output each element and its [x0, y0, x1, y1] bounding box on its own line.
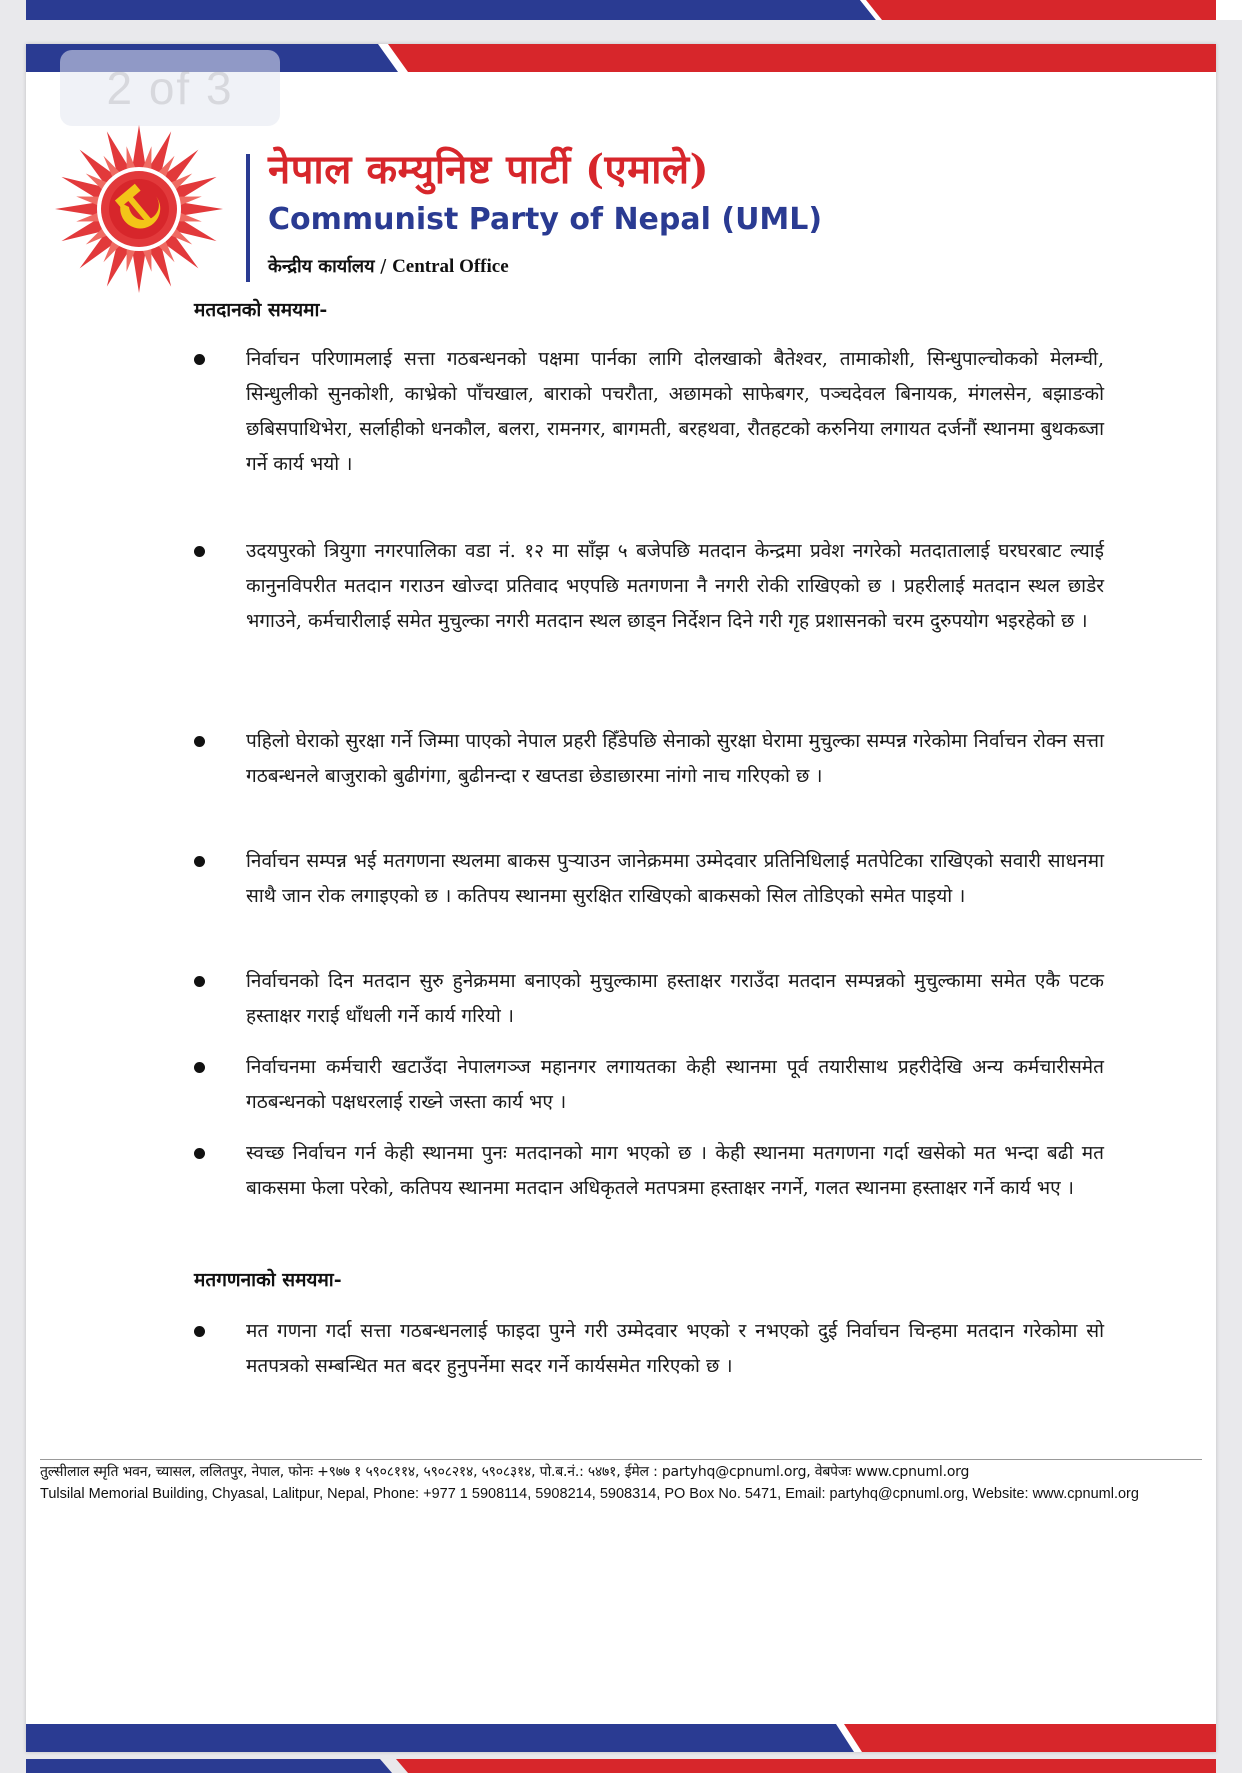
bullet-icon	[194, 736, 205, 747]
office-nepali: केन्द्रीय कार्यालय	[268, 256, 375, 277]
previous-page-stripe	[0, 0, 1242, 20]
party-name-nepali: नेपाल कम्युनिष्ट पार्टी (एमाले)	[268, 146, 709, 193]
list-item	[194, 1314, 1134, 1384]
list-item-text: पहिलो घेराको सुरक्षा गर्ने जिम्मा पाएको नेपाल प्रहरी हिँडेपछि सेनाको सुरक्षा घेरामा मुचुल्का सम्पन्न गरेकोमा निर्वाचन रोक्न सत्ता गठबन्धनले बाजुराको बुढीगंगा, बुढीनन्दा र खप्तडा छेडाछारमा नांगो नाच गरिएको छ ।	[246, 730, 1104, 787]
bullet-icon	[194, 976, 205, 987]
sun-hammer-sickle-emblem-icon	[54, 124, 224, 294]
party-name-english: Communist Party of Nepal (UML)	[268, 202, 823, 237]
document-page	[26, 44, 1216, 1752]
list-item-text: उदयपुरको त्रियुगा नगरपालिका वडा नं. १२ मा साँझ ५ बजेपछि मतदान केन्द्रमा प्रवेश नगरेको मतदातालाई घरघरबाट ल्याई कानुनविपरीत मतदान गराउन खोज्दा प्रतिवाद भएपछि मतगणना नै नगरी रोकी राखिएको छ । प्रहरीलाई मतदान स्थल छाडेर भगाउने, कर्मचारीलाई समेत मुचुल्का नगरी मतदान स्थल छाड्न निर्देशन दिने गरी गृह प्रशासनको चरम दुरुपयोग भइरहेको छ ।	[246, 540, 1104, 632]
bullet-icon	[194, 1326, 205, 1337]
list-item-text: स्वच्छ निर्वाचन गर्न केही स्थानमा पुनः मतदानको माग भएको छ । केही स्थानमा मतगणना गर्दा खसेको मत भन्दा बढी मत बाकसमा फेला परेको, कतिपय स्थानमा मतदान अधिकृतले मतपत्रमा हस्ताक्षर नगर्ने, गलत स्थानमा हस्ताक्षर गर्ने कार्य भए ।	[246, 1142, 1104, 1199]
list-item-text: निर्वाचन सम्पन्न भई मतगणना स्थलमा बाकस पुऱ्याउन जानेक्रममा उम्मेदवार प्रतिनिधिलाई मतपेटिका राखिएको सवारी साधनमा साथै जान रोक लगाइएको छ । कतिपय स्थानमा सुरक्षित राखिएको बाकसको सिल तोडिएको समेत पाइयो ।	[246, 850, 1104, 907]
header-divider	[246, 154, 250, 282]
list-item	[194, 844, 1134, 914]
office-separator: /	[374, 256, 393, 277]
footer-address-nepali: तुल्सीलाल स्मृति भवन, च्यासल, ललितपुर, नेपाल, फोनः +९७७ १ ५९०८११४, ५९०८२१४, ५९०८३१४, पो.ब.नं.: ५४७१, ईमेल : partyhq@cpnuml.org, वेबपेजः www.cpnuml.org	[40, 1464, 970, 1480]
bullet-icon	[194, 1148, 205, 1159]
list-item	[194, 724, 1134, 794]
section-heading-counting: मतगणनाको समयमा-	[194, 1269, 342, 1291]
bullet-icon	[194, 546, 205, 557]
office-label	[268, 254, 509, 278]
list-item-text: निर्वाचनको दिन मतदान सुरु हुनेक्रममा बनाएको मुचुल्कामा हस्ताक्षर गराउँदा मतदान सम्पन्नको मुचुल्कामा समेत एकै पटक हस्ताक्षर गराई धाँधली गर्ने कार्य गरियो ।	[246, 970, 1104, 1027]
list-item-text: निर्वाचनमा कर्मचारी खटाउँदा नेपालगञ्ज महानगर लगायतका केही स्थानमा पूर्व तयारीसाथ प्रहरीदेखि अन्य कर्मचारीसमेत गठबन्धनको पक्षधरलाई राख्ने जस्ता कार्य भए ।	[246, 1056, 1104, 1113]
list-item	[194, 964, 1134, 1034]
footer-stripe	[26, 1724, 1216, 1752]
list-item	[194, 1050, 1134, 1120]
list-item	[194, 342, 1134, 482]
footer-divider	[40, 1459, 1202, 1460]
list-item	[194, 1136, 1134, 1206]
office-english: Central Office	[392, 256, 509, 277]
footer-address-english: Tulsilal Memorial Building, Chyasal, Lalitpur, Nepal, Phone: +977 1 5908114, 5908214, 5908314, PO Box No. 5471, Email: partyhq@cpnuml.org, Website: www.cpnuml.org	[40, 1486, 1139, 1502]
list-item	[194, 534, 1134, 639]
bullet-icon	[194, 1062, 205, 1073]
list-item-text: निर्वाचन परिणामलाई सत्ता गठबन्धनको पक्षमा पार्नका लागि दोलखाको बैतेश्वर, तामाकोशी, सिन्धुपाल्चोकको मेलम्ची, सिन्धुलीको सुनकोशी, काभ्रेको पाँचखाल, बाराको पचरौता, अछामको साफेबगर, पञ्चदेवल बिनायक, मंगलसेन, बझाङको छबिसपाथिभेरा, सर्लाहीको धनकौल, बलरा, रामनगर, बागमती, बरहथवा, रौतहटको करुनिया लगायत दर्जनौं स्थानमा बुथकब्जा गर्ने कार्य भयो ।	[246, 348, 1104, 475]
bullet-icon	[194, 856, 205, 867]
list-item-text: मत गणना गर्दा सत्ता गठबन्धनलाई फाइदा पुग्ने गरी उम्मेदवार भएको र नभएको दुई निर्वाचन चिन्हमा मतदान गरेकोमा सो मतपत्रको सम्बन्धित मत बदर हुनुपर्नेमा सदर गर्ने कार्यसमेत गरिएको छ ।	[246, 1320, 1104, 1377]
section-heading-voting: मतदानको समयमा-	[194, 299, 328, 321]
bullet-icon	[194, 354, 205, 365]
next-page-stripe	[0, 1759, 1242, 1773]
page-indicator: 2 of 3	[60, 50, 280, 126]
